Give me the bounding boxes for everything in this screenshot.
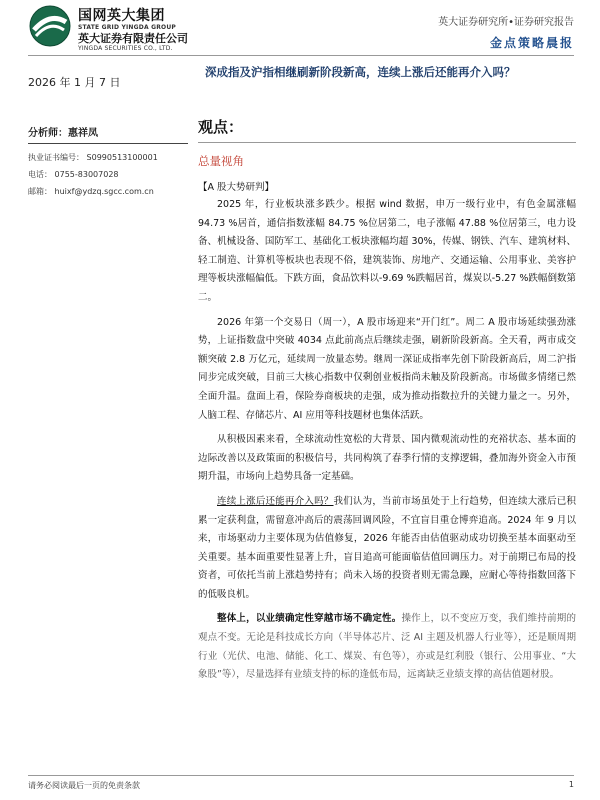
header-right <box>438 16 574 51</box>
company-logo <box>28 4 228 50</box>
subsection-title: 【A 股大势研判】 <box>198 182 275 193</box>
reentry-question-body: 我们认为，当前市场虽处于上行趋势，但连续大涨后已积累一定获利盘，需留意冲高后的震荡回调风险，不宜盲目重仓博弈追高。2024 年 9 月以来，市场驱动力主要体现为估值修复，2026 年能否由估值驱动成功切换至基本面驱动至关重要。基本面重要性显著上升，盲目追高可能面临估值回调压力。对于前期已布局的投资者，可依托当前上涨趋势持有；尚未入场的投资者则无需急躁，应耐心等待指数回落下的低吸良机。 <box>198 495 576 600</box>
viewpoint-heading: 观点： <box>198 118 244 136</box>
overall-view-lead: 整体上，以业绩确定性穿越市场不确定性。 <box>217 613 402 625</box>
paragraph-overall-view <box>198 610 576 684</box>
reentry-question-lead: 连续上涨后还能再介入吗？ <box>217 495 334 507</box>
footer-divider <box>28 775 574 776</box>
report-body <box>198 116 576 691</box>
paragraph-positive-factors: 从积极因素来看，全球流动性宽松的大背景、国内微观流动性的充裕状态、基本面的边际改善以及政策面的积极信号，共同构筑了春季行情的支撑逻辑，叠加海外资金入市预期升温，市场向上趋势具备一定基础。 <box>198 434 576 483</box>
analyst-name: 分析师：惠祥凤 <box>28 124 188 144</box>
page-number: 1 <box>568 780 574 789</box>
paragraph-reentry-question <box>198 493 576 605</box>
analyst-license: 执业证书编号： S0990513100001 <box>28 153 158 162</box>
analyst-phone: 电话： 0755-83007028 <box>28 170 119 179</box>
institute-label: 英大证券研究所•证券研究报告 <box>438 17 574 28</box>
report-title: 深成指及沪指相继刷新阶段新高，连续上涨后还能再介入吗？ <box>205 65 516 79</box>
paragraph-market-open: 2026 年第一个交易日（周一），A 股市场迎来“开门红”。周二 A 股市场延续强劲涨势，上证指数盘中突破 4034 点此前高点后继续走强，刷新阶段新高。全天看，两市成交额突破 2.8 万亿元，延续周一放量态势。继周一深证成指率先创下阶段新高后，周二沪指同步完成突破，目前三大核心指数中仅剩创业板指尚未触及阶段新高。市场做多情绪已然全面升温。盘面上看，保险券商板块的走强，成为推动指数拉升的关键力量之一。另外，人脑工程、存储芯片、AI 应用等科技题材也集体活跃。 <box>198 316 576 421</box>
overall-view-body: 操作上，以不变应万变，我们维持前期的观点不变。无论是科技成长方向（半导体芯片、泛 AI 主题及机器人行业等），还是顺周期行业（光伏、电池、储能、化工、煤炭、有色等），亦或是红利股（银行、公用事业、“大象股”等），尽量选择有业绩支持的标的逢低布局，远离缺乏业绩支撑的高估值题材股。 <box>198 613 576 681</box>
analyst-email: 邮箱： huixf@ydzq.sgcc.com.cn <box>28 187 154 196</box>
section-title: 总量视角 <box>198 154 244 168</box>
disclaimer-note: 请务必阅读最后一页的免责条款 <box>28 781 140 790</box>
heading-divider <box>198 142 576 143</box>
report-date: 2026 年 1 月 7 日 <box>28 76 121 89</box>
analyst-panel <box>28 124 188 200</box>
company-name: 英大证券有限责任公司 <box>78 32 188 45</box>
header-divider <box>28 55 574 56</box>
group-name-en: STATE GRID YINGDA GROUP <box>78 24 177 31</box>
report-series: 金点策略晨报 <box>489 36 574 50</box>
company-name-en: YINGDA SECURITIES CO., LTD. <box>78 45 173 52</box>
paragraph-sector-review: 2025 年，行业板块涨多跌少。根据 wind 数据，申万一级行业中，有色金属涨幅 94.73 %居首，通信指数涨幅 84.75 %位居第二，电子涨幅 47.88 %位居第三，电力设备、机械设备、国防军工、基础化工板块涨幅均超 30%，传媒、钢铁、汽车、建筑材料、轻工制造、计算机等板块也表现不俗，建筑装饰、房地产、交通运输、公用事业、美容护理等板块涨幅偏低。下跌方面，食品饮料以-9.69 %跌幅居首，煤炭以-5.27 %跌幅倒数第二。 <box>198 199 576 303</box>
state-grid-logo-icon <box>28 4 72 48</box>
group-name: 国网英大集团 <box>78 8 165 24</box>
